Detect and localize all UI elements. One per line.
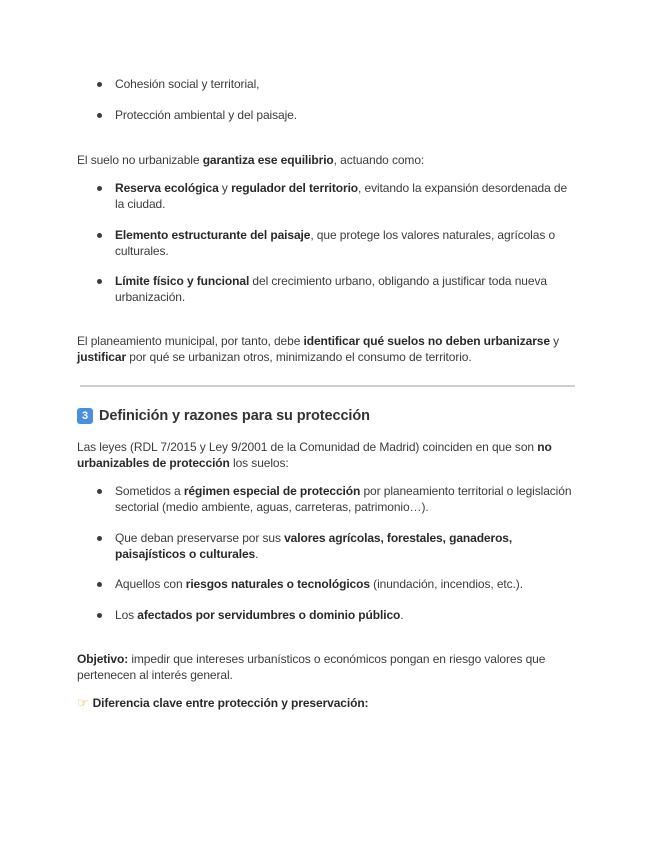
bullet-icon <box>97 233 102 238</box>
list-item-text: Que deban preservarse por sus valores agrícolas, forestales, ganaderos, paisajísticos o culturales. <box>115 531 513 561</box>
paragraph: El suelo no urbanizable garantiza ese equilibrio, actuando como: <box>77 153 425 167</box>
objective-paragraph: Objetivo: impedir que intereses urbanísticos o económicos pongan en riesgo valores que pertenecen al interés general. <box>77 652 546 682</box>
list-item-text: Elemento estructurante del paisaje, que protege los valores naturales, agrícolas o culturales. <box>115 228 556 258</box>
list-item-text: Aquellos con riesgos naturales o tecnológicos (inundación, incendios, etc.). <box>115 577 523 591</box>
bullet-icon <box>97 536 102 541</box>
list-item-text: Los afectados por servidumbres o dominio público. <box>115 608 404 622</box>
section-heading <box>77 406 370 426</box>
bullet-icon <box>97 113 102 118</box>
note-text: Diferencia clave entre protección y preservación: <box>92 696 369 710</box>
bullet-icon <box>97 82 102 87</box>
list-item-text: Sometidos a régimen especial de protección por planeamiento territorial o legislación sectorial (medio ambiente, aguas, carreteras, patrimonio…). <box>115 484 572 514</box>
paragraph: El planeamiento municipal, por tanto, debe identificar qué suelos no deben urbanizarse y justificar por qué se urbanizan otros, minimizando el consumo de territorio. <box>77 334 560 364</box>
pointing-hand-icon: ☞ <box>77 695 89 710</box>
key-difference-note <box>77 695 368 711</box>
bullet-icon <box>97 186 102 191</box>
list-item-text: Límite físico y funcional del crecimiento urbano, obligando a justificar toda nueva urbanización. <box>115 274 547 304</box>
bullet-icon <box>97 489 102 494</box>
list-item-text: Cohesión social y territorial, <box>115 77 260 91</box>
horizontal-divider <box>80 385 575 387</box>
list-item-text: Protección ambiental y del paisaje. <box>115 108 297 122</box>
section-title: Definición y razones para su protección <box>99 408 370 424</box>
keycap-number-icon: 3 <box>77 408 93 424</box>
paragraph: Las leyes (RDL 7/2015 y Ley 9/2001 de la Comunidad de Madrid) coinciden en que son no urbanizables de protección los suelos: <box>77 440 552 470</box>
bullet-icon <box>97 279 102 284</box>
bullet-icon <box>97 582 102 587</box>
list-item-text: Reserva ecológica y regulador del territorio, evitando la expansión desordenada de la ciudad. <box>115 181 568 211</box>
bullet-icon <box>97 613 102 618</box>
